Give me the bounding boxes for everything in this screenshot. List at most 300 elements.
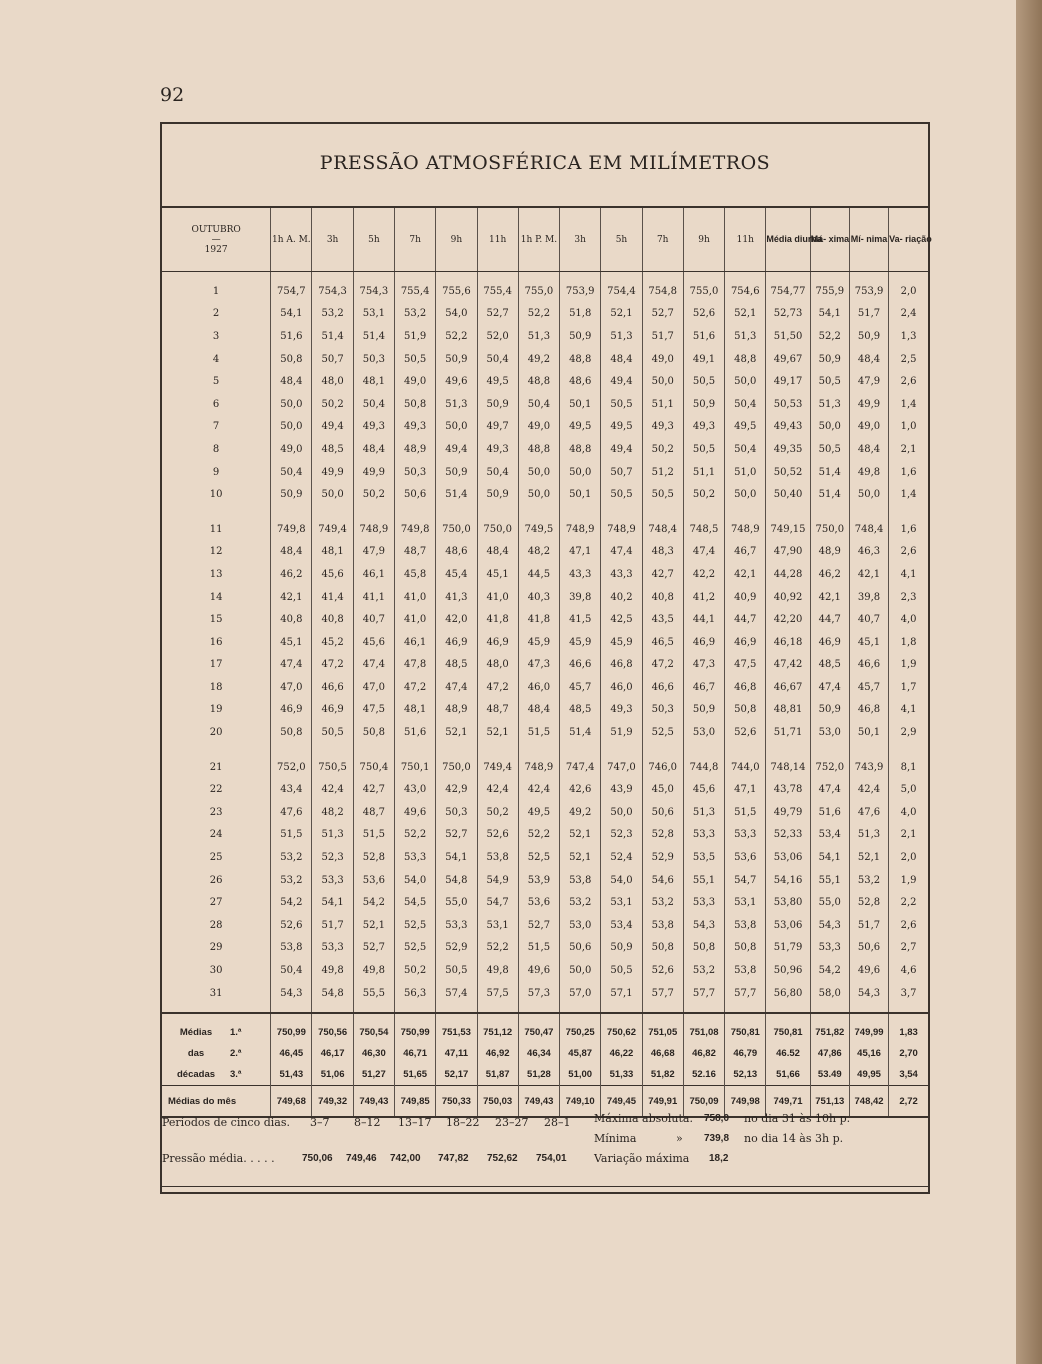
value-cell: 49,3 bbox=[683, 416, 724, 439]
value-cell: 50,8 bbox=[642, 937, 683, 960]
value-cell: 48,1 bbox=[353, 370, 394, 393]
value-cell: 50,5 bbox=[601, 959, 642, 982]
month-value-cell: 750,33 bbox=[436, 1086, 477, 1118]
day-row bbox=[162, 518, 928, 541]
average-value-cell: 751,12 bbox=[477, 1013, 518, 1043]
value-cell: 53,8 bbox=[725, 914, 766, 937]
day-cell: 2 bbox=[212, 308, 220, 320]
value-cell: 53,2 bbox=[271, 846, 312, 869]
value-cell: 57,0 bbox=[560, 982, 601, 1005]
value-cell: 50,6 bbox=[395, 483, 436, 506]
value-cell: 52,0 bbox=[477, 325, 518, 348]
value-cell: 50,53 bbox=[766, 393, 810, 416]
value-cell: 46,18 bbox=[766, 631, 810, 654]
day-row bbox=[162, 416, 928, 439]
value-cell: 51,79 bbox=[766, 937, 810, 960]
day-row bbox=[162, 393, 928, 416]
value-cell: 47,2 bbox=[395, 676, 436, 699]
value-cell: 748,4 bbox=[642, 518, 683, 541]
value-cell: 41,5 bbox=[560, 608, 601, 631]
average-value-cell: 46,30 bbox=[353, 1043, 394, 1064]
average-value-cell: 51,87 bbox=[477, 1064, 518, 1086]
value-cell: 46,2 bbox=[810, 563, 849, 586]
value-cell: 754,3 bbox=[353, 280, 394, 303]
value-cell: 58,0 bbox=[810, 982, 849, 1005]
value-cell: 49,2 bbox=[518, 348, 559, 371]
value-cell: 47,5 bbox=[725, 654, 766, 677]
value-cell: 51,71 bbox=[766, 721, 810, 744]
value-cell: 46,9 bbox=[725, 631, 766, 654]
value-cell: 53,1 bbox=[725, 891, 766, 914]
value-cell: 49,5 bbox=[601, 416, 642, 439]
value-cell: 53,2 bbox=[271, 869, 312, 892]
value-cell: 53,2 bbox=[312, 303, 353, 326]
value-cell: 46,3 bbox=[849, 541, 888, 564]
value-cell: 2,9 bbox=[889, 721, 928, 744]
day-row bbox=[162, 483, 928, 506]
value-cell: 47,2 bbox=[642, 654, 683, 677]
value-cell: 51,3 bbox=[436, 393, 477, 416]
value-cell: 754,3 bbox=[312, 280, 353, 303]
month-value-cell: 749,32 bbox=[312, 1086, 353, 1118]
value-cell: 749,15 bbox=[766, 518, 810, 541]
value-cell: 1,6 bbox=[889, 461, 928, 484]
value-cell: 49,9 bbox=[353, 461, 394, 484]
value-cell: 52,9 bbox=[642, 846, 683, 869]
value-cell: 47,4 bbox=[601, 541, 642, 564]
value-cell: 49,35 bbox=[766, 438, 810, 461]
spacer-row bbox=[162, 506, 928, 518]
value-cell: 47,1 bbox=[560, 541, 601, 564]
column-header: 9h bbox=[683, 208, 724, 272]
day-row bbox=[162, 461, 928, 484]
value-cell: 57,7 bbox=[683, 982, 724, 1005]
value-cell: 39,8 bbox=[560, 586, 601, 609]
value-cell: 49,8 bbox=[353, 959, 394, 982]
month-value-cell: 749,43 bbox=[353, 1086, 394, 1118]
value-cell: 51,3 bbox=[849, 824, 888, 847]
value-cell: 49,6 bbox=[395, 801, 436, 824]
value-cell: 51,9 bbox=[395, 325, 436, 348]
value-cell: 52,1 bbox=[436, 721, 477, 744]
average-value-cell: 46,17 bbox=[312, 1043, 353, 1064]
value-cell: 44,7 bbox=[725, 608, 766, 631]
value-cell: 48,5 bbox=[312, 438, 353, 461]
month-value-cell: 749,45 bbox=[601, 1086, 642, 1118]
value-cell: 54,2 bbox=[810, 959, 849, 982]
value-cell: 41,3 bbox=[436, 586, 477, 609]
table-body bbox=[162, 272, 928, 1118]
day-row bbox=[162, 608, 928, 631]
value-cell: 52,8 bbox=[353, 846, 394, 869]
value-cell: 749,4 bbox=[312, 518, 353, 541]
value-cell: 47,4 bbox=[436, 676, 477, 699]
value-cell: 54,9 bbox=[477, 869, 518, 892]
day-cell: 24 bbox=[209, 829, 223, 841]
value-cell: 52,6 bbox=[271, 914, 312, 937]
day-cell: 21 bbox=[209, 761, 223, 773]
value-cell: 53,3 bbox=[312, 869, 353, 892]
average-value-cell: 45,87 bbox=[560, 1043, 601, 1064]
column-header: 3h bbox=[312, 208, 353, 272]
value-cell: 54,1 bbox=[271, 303, 312, 326]
value-cell: 50,0 bbox=[518, 461, 559, 484]
value-cell: 50,0 bbox=[271, 416, 312, 439]
day-row bbox=[162, 370, 928, 393]
value-cell: 2,3 bbox=[889, 586, 928, 609]
period-range: 18–22 bbox=[446, 1116, 480, 1129]
value-cell: 50,2 bbox=[683, 483, 724, 506]
value-cell: 52,1 bbox=[560, 824, 601, 847]
value-cell: 52,1 bbox=[477, 721, 518, 744]
value-cell: 49,6 bbox=[849, 959, 888, 982]
value-cell: 50,8 bbox=[271, 721, 312, 744]
value-cell: 50,52 bbox=[766, 461, 810, 484]
value-cell: 50,9 bbox=[849, 325, 888, 348]
value-cell: 2,2 bbox=[889, 891, 928, 914]
value-cell: 53,0 bbox=[683, 721, 724, 744]
value-cell: 54,7 bbox=[477, 891, 518, 914]
value-cell: 42,1 bbox=[725, 563, 766, 586]
value-cell: 52,5 bbox=[395, 914, 436, 937]
value-cell: 52,7 bbox=[518, 914, 559, 937]
value-cell: 51,5 bbox=[725, 801, 766, 824]
value-cell: 48,8 bbox=[560, 438, 601, 461]
value-cell: 41,2 bbox=[683, 586, 724, 609]
value-cell: 47,5 bbox=[353, 699, 394, 722]
average-value-cell: 51,27 bbox=[353, 1064, 394, 1086]
value-cell: 48,3 bbox=[642, 541, 683, 564]
day-cell: 25 bbox=[209, 852, 223, 864]
day-row bbox=[162, 438, 928, 461]
value-cell: 42,4 bbox=[477, 778, 518, 801]
value-cell: 50,0 bbox=[560, 959, 601, 982]
value-cell: 750,0 bbox=[477, 518, 518, 541]
max-note: no dia 31 às 10h p. bbox=[744, 1112, 851, 1125]
value-cell: 49,4 bbox=[436, 438, 477, 461]
value-cell: 49,4 bbox=[601, 370, 642, 393]
value-cell: 52,2 bbox=[518, 303, 559, 326]
value-cell: 1,6 bbox=[889, 518, 928, 541]
average-value-cell: 51,65 bbox=[395, 1064, 436, 1086]
value-cell: 1,7 bbox=[889, 676, 928, 699]
value-cell: 42,1 bbox=[849, 563, 888, 586]
day-cell: 3 bbox=[212, 330, 220, 342]
value-cell: 48,8 bbox=[518, 370, 559, 393]
value-cell: 750,0 bbox=[436, 518, 477, 541]
average-value-cell: 51,06 bbox=[312, 1064, 353, 1086]
value-cell: 52,2 bbox=[518, 824, 559, 847]
value-cell: 42,4 bbox=[518, 778, 559, 801]
value-cell: 54,2 bbox=[271, 891, 312, 914]
value-cell: 52,73 bbox=[766, 303, 810, 326]
value-cell: 50,8 bbox=[683, 937, 724, 960]
spacer-row bbox=[162, 744, 928, 756]
value-cell: 54,0 bbox=[601, 869, 642, 892]
value-cell: 42,7 bbox=[353, 778, 394, 801]
value-cell: 48,7 bbox=[395, 541, 436, 564]
average-value-cell: 749,99 bbox=[849, 1013, 888, 1043]
day-cell: 7 bbox=[212, 421, 220, 433]
day-cell: 6 bbox=[212, 398, 220, 410]
value-cell: 748,9 bbox=[518, 756, 559, 779]
column-header: 3h bbox=[560, 208, 601, 272]
value-cell: 50,9 bbox=[477, 483, 518, 506]
column-header: 5h bbox=[353, 208, 394, 272]
value-cell: 51,6 bbox=[395, 721, 436, 744]
value-cell: 52,6 bbox=[683, 303, 724, 326]
day-cell: 1 bbox=[212, 285, 220, 297]
value-cell: 755,6 bbox=[436, 280, 477, 303]
value-cell: 40,7 bbox=[849, 608, 888, 631]
value-cell: 49,17 bbox=[766, 370, 810, 393]
value-cell: 53,0 bbox=[560, 914, 601, 937]
value-cell: 45,1 bbox=[271, 631, 312, 654]
day-row bbox=[162, 541, 928, 564]
value-cell: 48,4 bbox=[477, 541, 518, 564]
value-cell: 48,8 bbox=[725, 348, 766, 371]
value-cell: 4,1 bbox=[889, 699, 928, 722]
day-cell: 31 bbox=[209, 987, 223, 999]
value-cell: 50,6 bbox=[642, 801, 683, 824]
value-cell: 50,5 bbox=[601, 483, 642, 506]
average-value-cell: 46,71 bbox=[395, 1043, 436, 1064]
value-cell: 44,28 bbox=[766, 563, 810, 586]
value-cell: 50,7 bbox=[312, 348, 353, 371]
value-cell: 50,5 bbox=[810, 438, 849, 461]
decade-mark: 1.ª bbox=[230, 1027, 242, 1039]
value-cell: 45,6 bbox=[312, 563, 353, 586]
value-cell: 57,3 bbox=[518, 982, 559, 1005]
column-header: 11h bbox=[725, 208, 766, 272]
value-cell: 4,0 bbox=[889, 608, 928, 631]
value-cell: 45,7 bbox=[560, 676, 601, 699]
value-cell: 50,8 bbox=[353, 721, 394, 744]
value-cell: 52,6 bbox=[477, 824, 518, 847]
value-cell: 51,4 bbox=[436, 483, 477, 506]
value-cell: 51,5 bbox=[353, 824, 394, 847]
average-value-cell: 46,92 bbox=[477, 1043, 518, 1064]
value-cell: 53,2 bbox=[395, 303, 436, 326]
value-cell: 53,3 bbox=[810, 937, 849, 960]
value-cell: 42,4 bbox=[312, 778, 353, 801]
value-cell: 42,1 bbox=[810, 586, 849, 609]
value-cell: 46,2 bbox=[271, 563, 312, 586]
value-cell: 40,3 bbox=[518, 586, 559, 609]
value-cell: 52,1 bbox=[725, 303, 766, 326]
value-cell: 750,1 bbox=[395, 756, 436, 779]
day-row bbox=[162, 869, 928, 892]
value-cell: 47,42 bbox=[766, 654, 810, 677]
value-cell: 47,4 bbox=[353, 654, 394, 677]
day-cell: 20 bbox=[209, 727, 223, 739]
value-cell: 48,4 bbox=[849, 438, 888, 461]
value-cell: 55,1 bbox=[683, 869, 724, 892]
decade-mark: 3.ª bbox=[230, 1069, 242, 1081]
value-cell: 50,6 bbox=[560, 937, 601, 960]
value-cell: 50,1 bbox=[560, 393, 601, 416]
value-cell: 48,4 bbox=[271, 541, 312, 564]
day-cell: 13 bbox=[209, 568, 223, 580]
value-cell: 49,43 bbox=[766, 416, 810, 439]
period-range: 8–12 bbox=[354, 1116, 381, 1129]
value-cell: 40,7 bbox=[353, 608, 394, 631]
day-row bbox=[162, 801, 928, 824]
value-cell: 53,3 bbox=[725, 824, 766, 847]
value-cell: 53,8 bbox=[477, 846, 518, 869]
value-cell: 55,0 bbox=[810, 891, 849, 914]
value-cell: 51,3 bbox=[518, 325, 559, 348]
value-cell: 48,8 bbox=[518, 438, 559, 461]
value-cell: 53,80 bbox=[766, 891, 810, 914]
value-cell: 3,7 bbox=[889, 982, 928, 1005]
value-cell: 49,5 bbox=[560, 416, 601, 439]
day-cell: 27 bbox=[209, 897, 223, 909]
value-cell: 48,4 bbox=[271, 370, 312, 393]
month-value-cell: 750,09 bbox=[683, 1086, 724, 1118]
value-cell: 748,4 bbox=[849, 518, 888, 541]
value-cell: 51,7 bbox=[849, 303, 888, 326]
day-row bbox=[162, 846, 928, 869]
value-cell: 52,5 bbox=[518, 846, 559, 869]
value-cell: 50,0 bbox=[725, 483, 766, 506]
value-cell: 50,9 bbox=[436, 348, 477, 371]
value-cell: 51,1 bbox=[642, 393, 683, 416]
value-cell: 50,4 bbox=[477, 348, 518, 371]
value-cell: 52,7 bbox=[436, 824, 477, 847]
value-cell: 47,9 bbox=[849, 370, 888, 393]
value-cell: 43,4 bbox=[271, 778, 312, 801]
value-cell: 1,9 bbox=[889, 654, 928, 677]
day-cell: 19 bbox=[209, 704, 223, 716]
value-cell: 52,3 bbox=[312, 846, 353, 869]
value-cell: 50,3 bbox=[395, 461, 436, 484]
average-value-cell: 751,08 bbox=[683, 1013, 724, 1043]
day-row bbox=[162, 348, 928, 371]
period-pressure: 754,01 bbox=[536, 1153, 567, 1164]
value-cell: 52,9 bbox=[436, 937, 477, 960]
header-row bbox=[162, 208, 928, 272]
value-cell: 750,0 bbox=[436, 756, 477, 779]
column-header: 5h bbox=[601, 208, 642, 272]
value-cell: 48,9 bbox=[395, 438, 436, 461]
max-value: 758,0 bbox=[704, 1113, 730, 1124]
value-cell: 49,2 bbox=[560, 801, 601, 824]
title-box bbox=[162, 124, 928, 208]
value-cell: 52,2 bbox=[810, 325, 849, 348]
day-row bbox=[162, 303, 928, 326]
value-cell: 50,5 bbox=[683, 370, 724, 393]
value-cell: 744,0 bbox=[725, 756, 766, 779]
decade-average-label bbox=[162, 1043, 271, 1064]
value-cell: 54,3 bbox=[849, 982, 888, 1005]
value-cell: 45,1 bbox=[477, 563, 518, 586]
value-cell: 50,0 bbox=[312, 483, 353, 506]
value-cell: 2,1 bbox=[889, 824, 928, 847]
value-cell: 748,9 bbox=[560, 518, 601, 541]
value-cell: 51,6 bbox=[810, 801, 849, 824]
value-cell: 52,5 bbox=[642, 721, 683, 744]
value-cell: 54,3 bbox=[683, 914, 724, 937]
var-label: Variação máxima bbox=[594, 1152, 690, 1165]
value-cell: 49,8 bbox=[849, 461, 888, 484]
value-cell: 755,0 bbox=[518, 280, 559, 303]
value-cell: 49,3 bbox=[601, 699, 642, 722]
value-cell: 54,8 bbox=[436, 869, 477, 892]
value-cell: 54,16 bbox=[766, 869, 810, 892]
value-cell: 1,4 bbox=[889, 393, 928, 416]
value-cell: 53,3 bbox=[683, 824, 724, 847]
value-cell: 50,96 bbox=[766, 959, 810, 982]
value-cell: 48,4 bbox=[601, 348, 642, 371]
value-cell: 41,1 bbox=[353, 586, 394, 609]
value-cell: 53,2 bbox=[849, 869, 888, 892]
page-title: PRESSÃO ATMOSFÉRICA EM MILÍMETROS bbox=[319, 152, 771, 174]
value-cell: 50,9 bbox=[271, 483, 312, 506]
day-row bbox=[162, 778, 928, 801]
value-cell: 50,4 bbox=[725, 438, 766, 461]
day-cell: 4 bbox=[212, 353, 220, 365]
day-row bbox=[162, 914, 928, 937]
average-value-cell: 750,81 bbox=[725, 1013, 766, 1043]
value-cell: 8,1 bbox=[889, 756, 928, 779]
value-cell: 51,4 bbox=[810, 483, 849, 506]
value-cell: 40,8 bbox=[312, 608, 353, 631]
value-cell: 50,9 bbox=[683, 393, 724, 416]
value-cell: 42,20 bbox=[766, 608, 810, 631]
value-cell: 49,1 bbox=[683, 348, 724, 371]
value-cell: 53,6 bbox=[353, 869, 394, 892]
value-cell: 48,81 bbox=[766, 699, 810, 722]
value-cell: 45,0 bbox=[642, 778, 683, 801]
value-cell: 755,4 bbox=[477, 280, 518, 303]
value-cell: 2,0 bbox=[889, 846, 928, 869]
value-cell: 50,0 bbox=[849, 483, 888, 506]
average-value-cell: 47,11 bbox=[436, 1043, 477, 1064]
column-header: 9h bbox=[436, 208, 477, 272]
value-cell: 49,6 bbox=[436, 370, 477, 393]
value-cell: 46,9 bbox=[312, 699, 353, 722]
value-cell: 45,9 bbox=[518, 631, 559, 654]
average-value-cell: 52,13 bbox=[725, 1064, 766, 1086]
value-cell: 50,7 bbox=[601, 461, 642, 484]
value-cell: 50,4 bbox=[353, 393, 394, 416]
value-cell: 56,80 bbox=[766, 982, 810, 1005]
day-row bbox=[162, 824, 928, 847]
value-cell: 754,4 bbox=[601, 280, 642, 303]
value-cell: 53,0 bbox=[810, 721, 849, 744]
value-cell: 53,1 bbox=[353, 303, 394, 326]
day-cell: 16 bbox=[209, 636, 223, 648]
value-cell: 748,9 bbox=[725, 518, 766, 541]
average-value-cell: 750,81 bbox=[766, 1013, 810, 1043]
value-cell: 43,3 bbox=[601, 563, 642, 586]
value-cell: 2,0 bbox=[889, 280, 928, 303]
value-cell: 48,4 bbox=[518, 699, 559, 722]
value-cell: 51,3 bbox=[725, 325, 766, 348]
day-cell: 29 bbox=[209, 942, 223, 954]
value-cell: 2,6 bbox=[889, 914, 928, 937]
value-cell: 53,3 bbox=[683, 891, 724, 914]
column-header: Va- riação bbox=[889, 208, 928, 272]
value-cell: 46,6 bbox=[560, 654, 601, 677]
value-cell: 4,1 bbox=[889, 563, 928, 586]
value-cell: 50,8 bbox=[725, 937, 766, 960]
value-cell: 41,4 bbox=[312, 586, 353, 609]
value-cell: 51,5 bbox=[271, 824, 312, 847]
value-cell: 755,0 bbox=[683, 280, 724, 303]
value-cell: 50,5 bbox=[683, 438, 724, 461]
